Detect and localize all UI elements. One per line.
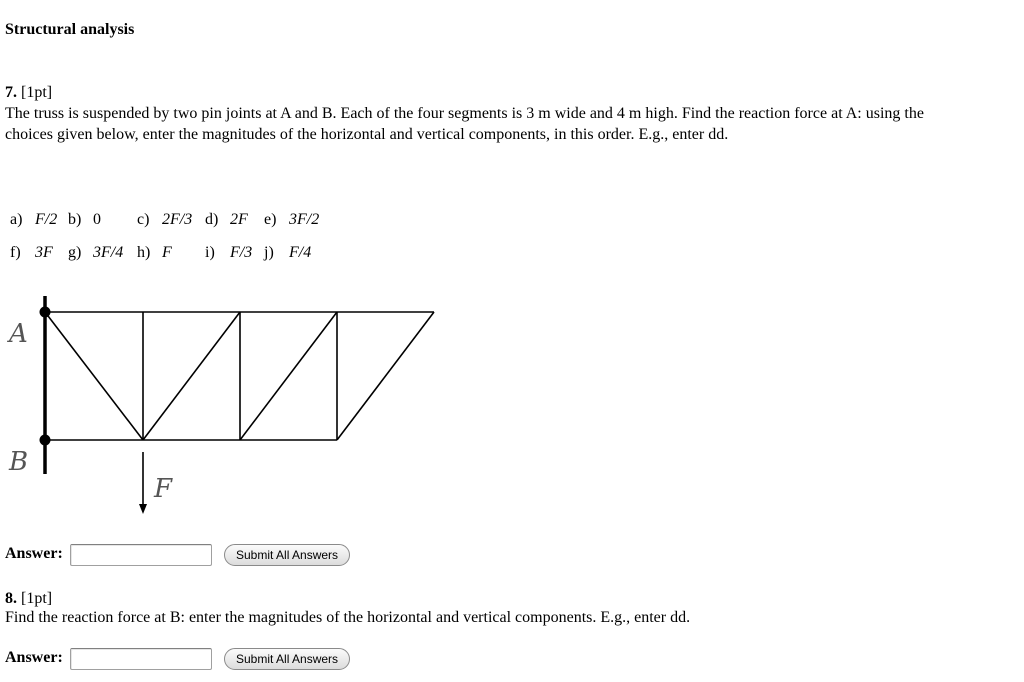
choice-value: 0 (93, 211, 101, 228)
choice-value: F/2 (35, 211, 58, 228)
q8-question-text: Find the reaction force at B: enter the magnitudes of the horizontal and vertical components. E.g., enter dd. (5, 609, 691, 626)
q7-answer-label: Answer: (5, 545, 63, 562)
q8-submit-button[interactable]: Submit All Answers (224, 648, 350, 670)
choice-key: c) (137, 211, 150, 228)
page-title: Structural analysis (5, 21, 135, 38)
truss-diagram (0, 290, 450, 520)
diagonal-member-4 (337, 312, 434, 440)
choice-value: 3F/2 (289, 211, 320, 228)
q7-text-line1: The truss is suspended by two pin joints at A and B. Each of the four segments is 3 m wide and 4 m high. Find the reaction force at A: using the (5, 105, 924, 122)
force-arrow-head (139, 504, 147, 514)
choice-key: d) (205, 211, 219, 228)
choice-key: h) (137, 244, 151, 261)
choice-value: 2F/3 (162, 211, 193, 228)
q8-header (5, 590, 52, 608)
choice-value: F/4 (289, 244, 312, 261)
choice-key: b) (68, 211, 82, 228)
choice-value: 2F (230, 211, 248, 228)
diagonal-member-1 (45, 312, 143, 440)
q7-header (5, 84, 52, 102)
pin-joint-a (40, 307, 51, 318)
choice-key: a) (10, 211, 23, 228)
label-b: B (9, 447, 29, 477)
choice-key: i) (205, 244, 215, 261)
q8-answer-label: Answer: (5, 649, 63, 666)
choice-key: e) (264, 211, 277, 228)
label-a: A (9, 319, 28, 349)
choice-key: j) (264, 244, 274, 261)
choice-value: 3F/4 (93, 244, 124, 261)
q8-answer-input[interactable] (70, 648, 212, 670)
choice-key: f) (10, 244, 21, 261)
choice-value: F/3 (230, 244, 253, 261)
q7-answer-input[interactable] (70, 544, 212, 566)
q7-question-text (5, 103, 1010, 145)
q8-number: 8. (5, 590, 17, 607)
diagonal-member-3 (240, 312, 337, 440)
q7-points: [1pt] (21, 84, 53, 101)
choice-key: g) (68, 244, 82, 261)
choice-value: F (162, 244, 172, 261)
q7-text-line2: choices given below, enter the magnitudes of the horizontal and vertical components, in this order. E.g., enter dd. (5, 126, 729, 143)
q7-number: 7. (5, 84, 17, 101)
pin-joint-b (40, 435, 51, 446)
diagonal-member-2 (143, 312, 240, 440)
truss-members (45, 312, 434, 440)
q7-submit-button[interactable]: Submit All Answers (224, 544, 350, 566)
label-f: F (154, 474, 173, 504)
choice-value: 3F (35, 244, 53, 261)
q8-points: [1pt] (21, 590, 53, 607)
